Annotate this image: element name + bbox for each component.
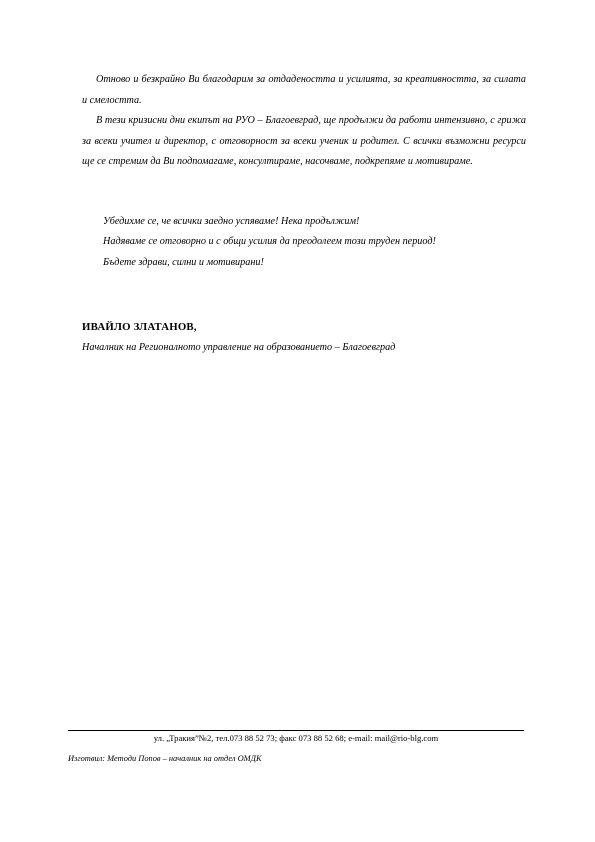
body-paragraph: В тези кризисни дни екипът на РУО – Благоевград, ще продължи да работи интензивно, с грижа за всеки учител и директор, с отговорност за всеки ученик и родител. С всички възможни ресурси ще се стремим да Ви подпомагаме, консултираме, насочваме, подкрепяме и мотивираме. [82, 115, 526, 167]
footer-contact: ул. „Тракия”№2, тел.073 88 52 73; факс 073 88 52 68; e-mail: mail@rio-blg.com [153, 733, 439, 743]
closing-line: Надяваме се отговорно и с общи усилия да преодолеем този труден период! [103, 236, 436, 247]
footer-prepared-by: Изготвил: Методи Попов – началник на отдел ОМДК [68, 754, 262, 763]
signature-title: Началник на Регионалното управление на образованието – Благоевград [82, 342, 396, 353]
footer-divider [68, 730, 524, 731]
signature-name: ИВАЙЛО ЗЛАТАНОВ, [82, 321, 197, 333]
body-paragraph: Отново и безкрайно Ви благодарим за отдадеността и усилията, за креативността, за силата и смелостта. [82, 74, 526, 106]
closing-line: Убедихме се, че всички заедно успяваме! Нека продължим! [103, 216, 360, 227]
closing-line: Бъдете здрави, силни и мотивирани! [103, 257, 264, 268]
